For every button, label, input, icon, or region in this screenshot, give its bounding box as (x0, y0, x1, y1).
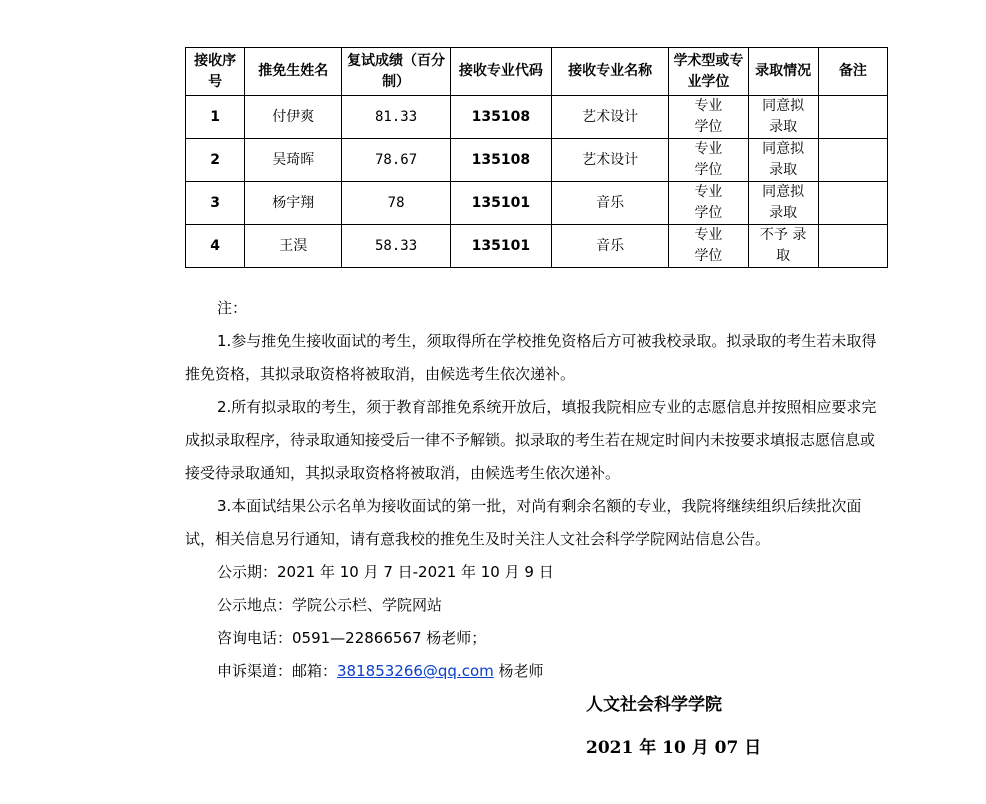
cell-code: 135108 (450, 96, 551, 139)
cell-name: 杨宇翔 (245, 182, 342, 225)
header-remark: 备注 (818, 48, 887, 96)
cell-remark (818, 182, 887, 225)
cell-name: 王淏 (245, 225, 342, 268)
cell-score: 78.67 (342, 139, 450, 182)
cell-major: 音乐 (552, 182, 669, 225)
table-row (186, 182, 888, 225)
header-seq: 接收序号 (186, 48, 245, 96)
header-code: 接收专业代码 (450, 48, 551, 96)
note-item-2: 2.所有拟录取的考生，须于教育部推免系统开放后，填报我院相应专业的志愿信息并按照相应要求完成拟录取程序，待录取通知接受后一律不予解锁。拟录取的考生若在规定时间内未按要求填报志愿信息或接受待录取通知，其拟录取资格将被取消，由候选考生依次递补。 (185, 398, 877, 482)
cell-seq: 2 (186, 139, 245, 182)
publicity-location: 公示地点：学院公示栏、学院网站 (217, 596, 443, 614)
appeal-prefix: 申诉渠道：邮箱： (217, 662, 338, 680)
cell-seq: 3 (186, 182, 245, 225)
cell-code: 135108 (450, 139, 551, 182)
table-row (186, 96, 888, 139)
note-item-1: 1.参与推免生接收面试的考生，须取得所在学校推免资格后方可被我校录取。拟录取的考生若未取得推免资格，其拟录取资格将被取消，由候选考生依次递补。 (185, 332, 877, 383)
table-row (186, 225, 888, 268)
cell-score: 58.33 (342, 225, 450, 268)
cell-name: 付伊爽 (245, 96, 342, 139)
cell-remark (818, 225, 887, 268)
cell-code: 135101 (450, 225, 551, 268)
publicity-period: 公示期：2021 年 10 月 7 日-2021 年 10 月 9 日 (217, 563, 554, 581)
cell-name: 吴琦晖 (245, 139, 342, 182)
appeal-suffix: 杨老师 (493, 662, 544, 680)
cell-seq: 1 (186, 96, 245, 139)
cell-major: 艺术设计 (552, 139, 669, 182)
cell-admit: 同意拟录取 (748, 182, 818, 225)
header-admit: 录取情况 (748, 48, 818, 96)
cell-major: 音乐 (552, 225, 669, 268)
signature-date: 2021 年 10 月 07 日 (586, 738, 762, 758)
cell-score: 78 (342, 182, 450, 225)
note-item-3: 3.本面试结果公示名单为接收面试的第一批，对尚有剩余名额的专业，我院将继续组织后续批次面试，相关信息另行通知，请有意我校的推免生及时关注人文社会科学学院网站信息公告。 (185, 497, 862, 548)
appeal-email-link[interactable]: 381853266@qq.com (337, 662, 494, 680)
cell-admit: 同意拟录取 (748, 96, 818, 139)
cell-type: 专业学位 (669, 182, 748, 225)
table-header-row (186, 48, 888, 96)
header-major: 接收专业名称 (552, 48, 669, 96)
table-row (186, 139, 888, 182)
header-name: 推免生姓名 (245, 48, 342, 96)
results-table (185, 47, 888, 268)
cell-remark (818, 96, 887, 139)
cell-remark (818, 139, 887, 182)
cell-score: 81.33 (342, 96, 450, 139)
cell-code: 135101 (450, 182, 551, 225)
cell-type: 专业学位 (669, 139, 748, 182)
signature-org: 人文社会科学学院 (586, 695, 722, 715)
inquiry-phone: 咨询电话：0591—22866567 杨老师； (217, 629, 487, 647)
cell-admit: 不予 录取 (748, 225, 818, 268)
notes-heading: 注： (217, 299, 248, 317)
cell-major: 艺术设计 (552, 96, 669, 139)
cell-type: 专业学位 (669, 225, 748, 268)
cell-seq: 4 (186, 225, 245, 268)
cell-type: 专业学位 (669, 96, 748, 139)
notes-section (185, 292, 885, 688)
appeal-channel (185, 655, 885, 688)
header-type: 学术型或专业学位 (669, 48, 748, 96)
cell-admit: 同意拟录取 (748, 139, 818, 182)
header-score: 复试成绩（百分制） (342, 48, 450, 96)
